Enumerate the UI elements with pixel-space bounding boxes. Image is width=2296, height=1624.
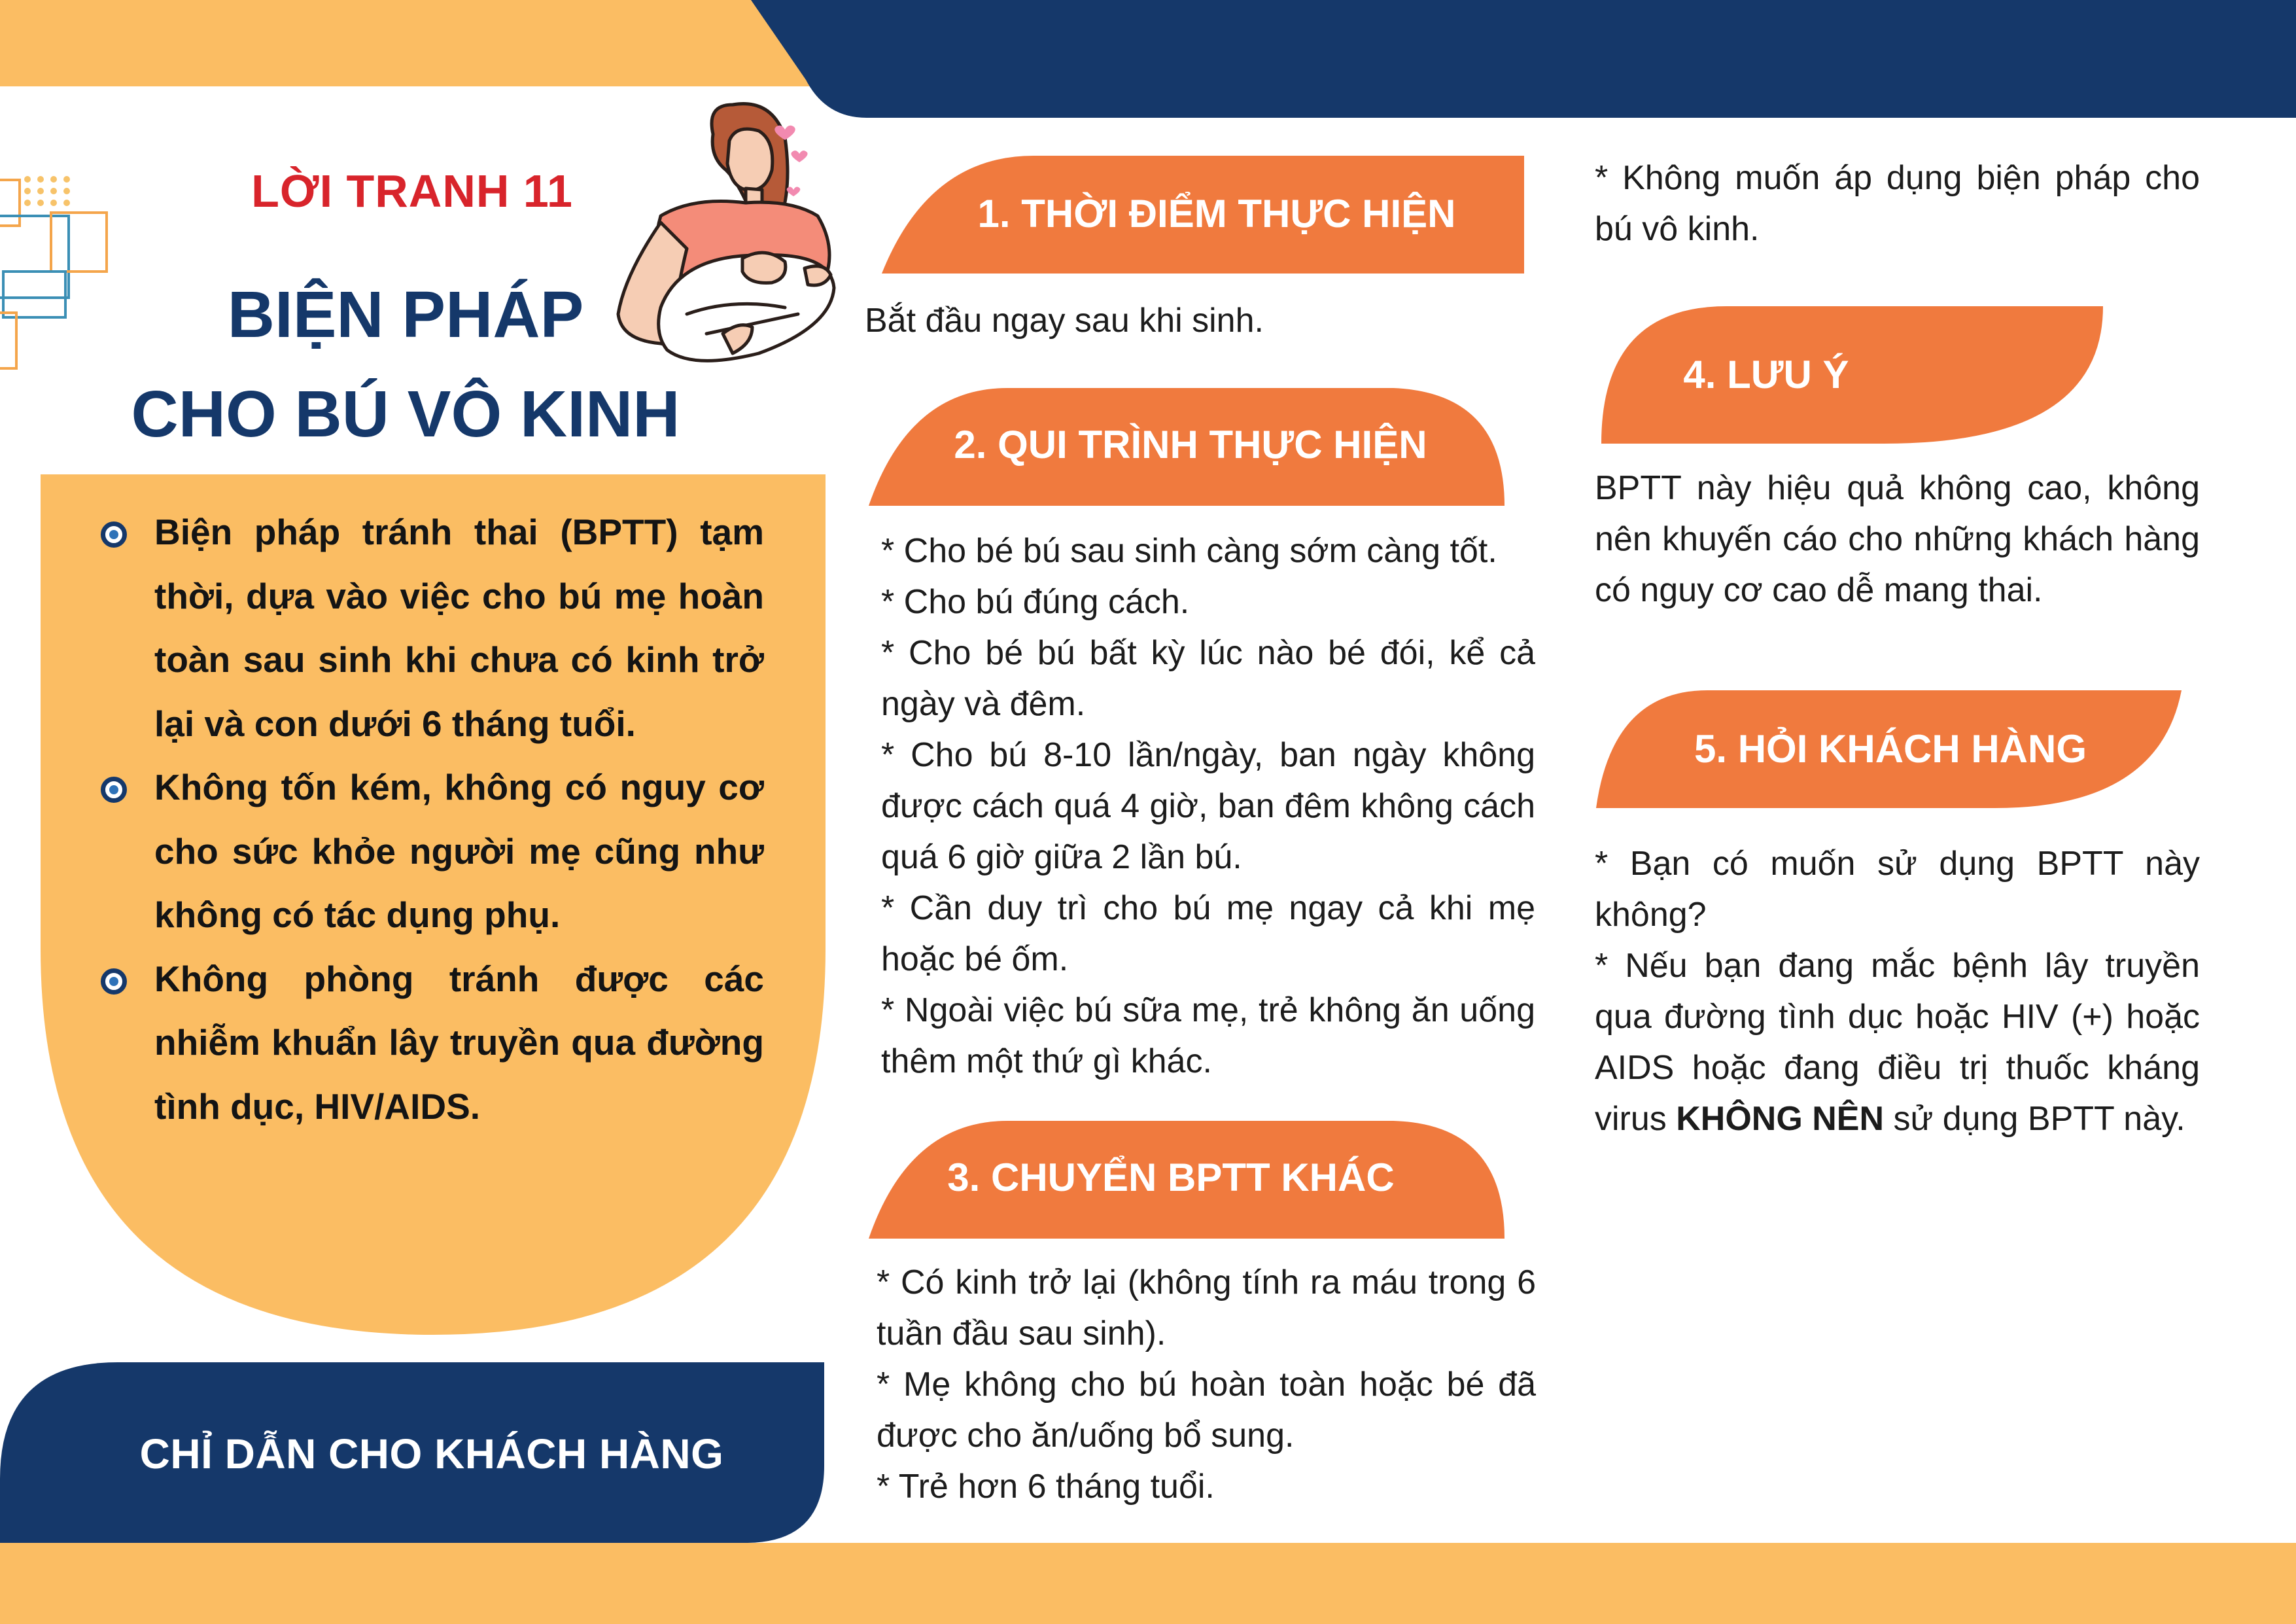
top-navy-band: [751, 0, 2296, 118]
section4-line: BPTT này hiệu quả không cao, không nên khuyến cáo cho những khách hàng có nguy cơ cao dễ mang thai.: [1595, 469, 2200, 609]
decorative-dots: [24, 176, 70, 206]
summary-bullet: Không phòng tránh được các nhiễm khuẩn lây truyền qua đường tình dục, HIV/AIDS.: [98, 947, 764, 1139]
section2-body: [881, 525, 1535, 1087]
summary-bullet: Không tốn kém, không có nguy cơ cho sức khỏe người mẹ cũng như không có tác dụng phụ.: [98, 756, 764, 947]
section5-body: [1595, 838, 2200, 1144]
summary-bullet-list: [98, 501, 764, 1139]
section2-line: * Ngoài việc bú sữa mẹ, trẻ không ăn uống thêm một thứ gì khác.: [881, 991, 1535, 1080]
section4-title: 4. LƯU Ý: [1683, 353, 1849, 397]
section2-line: * Cần duy trì cho bú mẹ ngay cả khi mẹ hoặc bé ốm.: [881, 889, 1535, 978]
footer-label: CHỈ DẪN CHO KHÁCH HÀNG: [139, 1430, 724, 1477]
section5-line: * Bạn có muốn sử dụng BPTT này không?: [1595, 845, 2200, 934]
page-title-line2: CHO BÚ VÔ KINH: [131, 378, 680, 451]
top-yellow-band: [0, 0, 818, 86]
section2-title: 2. QUI TRÌNH THỰC HIỆN: [954, 423, 1427, 467]
section2-line: * Cho bú đúng cách.: [881, 583, 1190, 621]
lesson-number: LỜI TRANH 11: [251, 166, 573, 217]
section5-warning: * Nếu bạn đang mắc bệnh lây truyền qua đường tình dục hoặc HIV (+) hoặc AIDS hoặc đang điều trị thuốc kháng virus KHÔNG NÊN sử dụng BPTT này.: [1595, 947, 2200, 1138]
section3-title: 3. CHUYỂN BPTT KHÁC: [947, 1156, 1395, 1199]
section1-line: Bắt đầu ngay sau khi sinh.: [865, 302, 1264, 340]
bottom-yellow-band: [0, 1543, 2296, 1624]
summary-bullet: Biện pháp tránh thai (BPTT) tạm thời, dựa vào việc cho bú mẹ hoàn toàn sau sinh khi chưa có kinh trở lại và con dưới 6 tháng tuổi.: [98, 501, 764, 756]
section3-body: [877, 1257, 1536, 1512]
section1-body: [865, 295, 1519, 346]
page-title: [78, 265, 733, 464]
bullet-dot-icon: [101, 968, 127, 995]
section2-line: * Cho bé bú sau sinh càng sớm càng tốt.: [881, 532, 1497, 570]
warning-emphasis: KHÔNG NÊN: [1676, 1100, 1885, 1138]
section3-line: * Có kinh trở lại (không tính ra máu trong 6 tuần đầu sau sinh).: [877, 1263, 1536, 1352]
bullet-dot-icon: [101, 777, 127, 803]
section2-line: * Cho bé bú bất kỳ lúc nào bé đói, kể cả ngày và đêm.: [881, 634, 1535, 723]
page-title-line1: BIỆN PHÁP: [227, 278, 584, 351]
section2-line: * Cho bú 8-10 lần/ngày, ban ngày không được cách quá 4 giờ, ban đêm không cách quá 6 giờ giữa 2 lần bú.: [881, 736, 1535, 876]
section5-title: 5. HỎI KHÁCH HÀNG: [1694, 727, 2087, 771]
section3-line: * Mẹ không cho bú hoàn toàn hoặc bé đã được cho ăn/uống bổ sung.: [877, 1366, 1536, 1455]
section3-line: * Không muốn áp dụng biện pháp cho bú vô kinh.: [1595, 159, 2200, 248]
section1-title: 1. THỜI ĐIỂM THỰC HIỆN: [977, 192, 1456, 236]
section3-continued-body: [1595, 152, 2200, 255]
section3-line: * Trẻ hơn 6 tháng tuổi.: [877, 1468, 1215, 1506]
section4-body: [1595, 463, 2200, 616]
bullet-dot-icon: [101, 521, 127, 548]
